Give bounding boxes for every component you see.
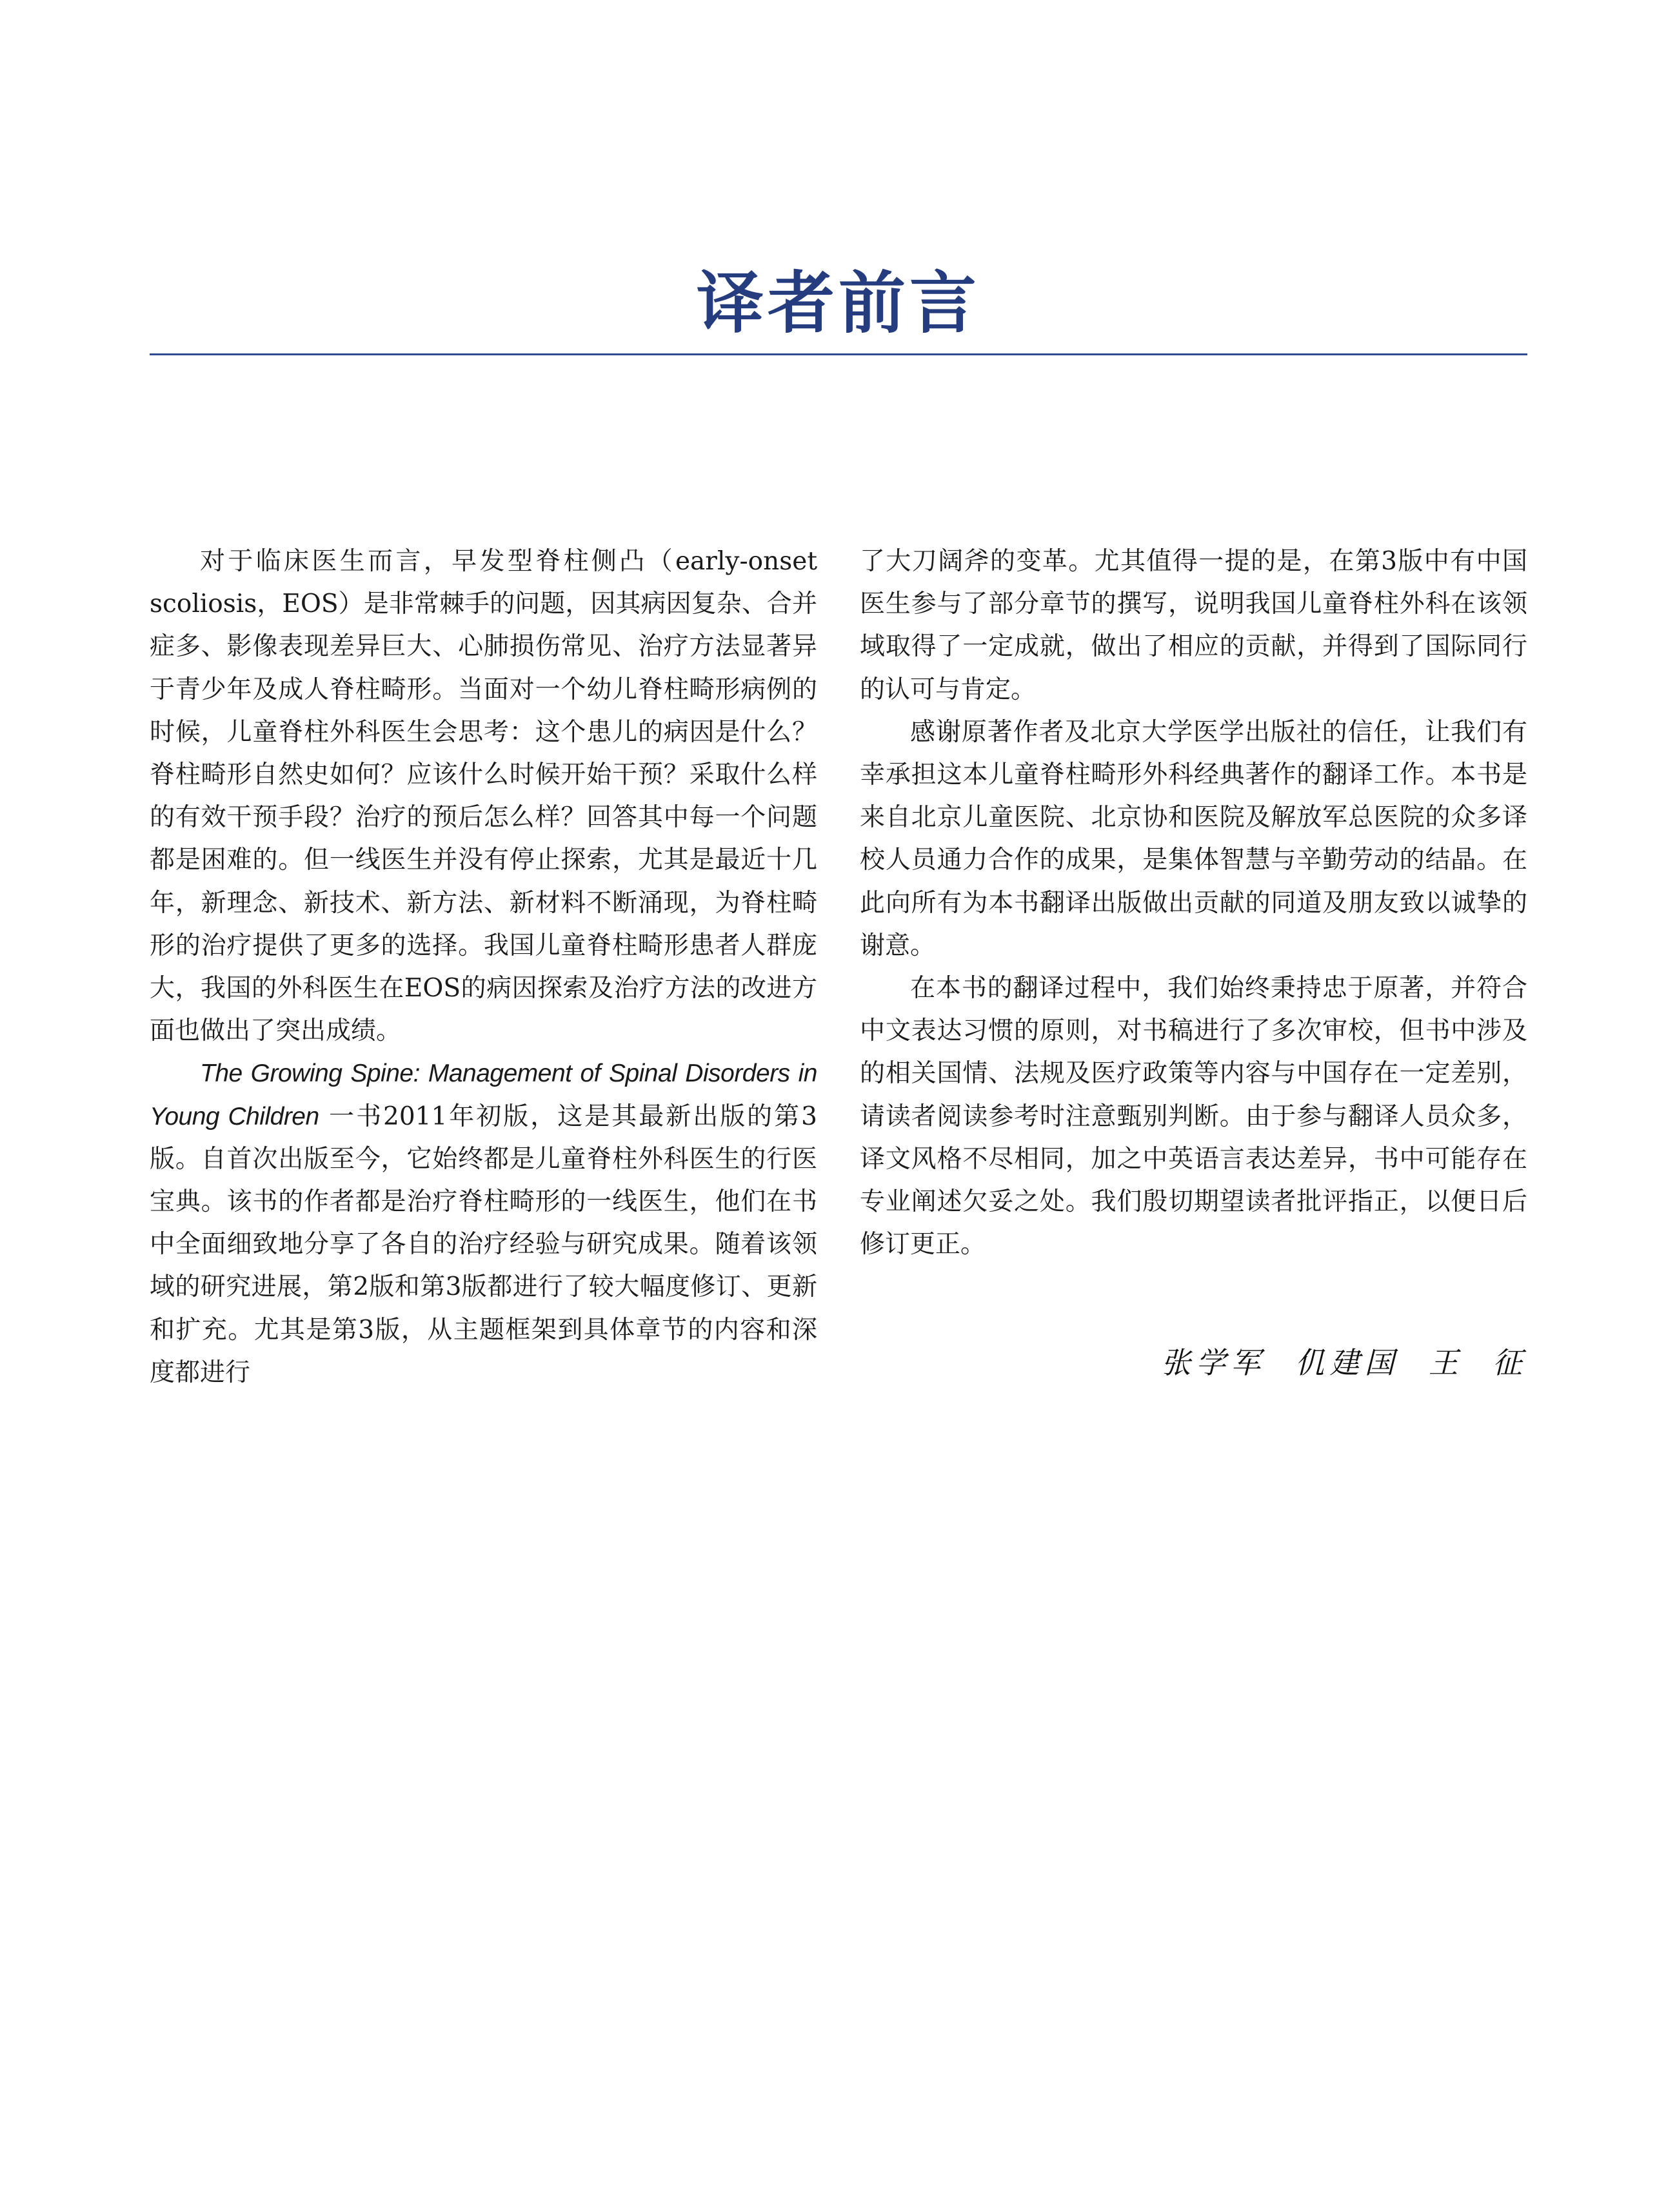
title-rule xyxy=(150,353,1527,355)
left-column xyxy=(150,540,817,1394)
paragraph-2-continued: 了大刀阔斧的变革。尤其值得一提的是，在第3版中有中国医生参与了部分章节的撰写，说明我国儿童脊柱外科在该领域取得了一定成就，做出了相应的贡献，并得到了国际同行的认可与肯定。 xyxy=(860,547,1527,704)
translator-signature: 张学军 仉建国 王 征 xyxy=(1161,1345,1527,1380)
page-title: 译者前言 xyxy=(696,263,980,342)
paragraph-3: 感谢原著作者及北京大学医学出版社的信任，让我们有幸承担这本儿童脊柱畸形外科经典著作的翻译工作。本书是来自北京儿童医院、北京协和医院及解放军总医院的众多译校人员通力合作的成果，是集体智慧与辛勤劳动的结晶。在此向所有为本书翻译出版做出贡献的同道及朋友致以诚挚的谢意。 xyxy=(860,717,1527,960)
paragraph-4: 在本书的翻译过程中，我们始终秉持忠于原著，并符合中文表达习惯的原则，对书稿进行了多次审校，但书中涉及的相关国情、法规及医疗政策等内容与中国存在一定差别，请读者阅读参考时注意甄别判断。由于参与翻译人员众多，译文风格不尽相同，加之中英语言表达差异，书中可能存在专业阐述欠妥之处。我们殷切期望读者批评指正，以便日后修订更正。 xyxy=(860,974,1527,1259)
paragraph-2 xyxy=(150,1052,817,1394)
right-column xyxy=(860,540,1527,1266)
paragraph-1: 对于临床医生而言，早发型脊柱侧凸（early-onset scoliosis，EOS）是非常棘手的问题，因其病因复杂、合并症多、影像表现差异巨大、心肺损伤常见、治疗方法显著异于青少年及成人脊柱畸形。当面对一个幼儿脊柱畸形病例的时候，儿童脊柱外科医生会思考：这个患儿的病因是什么？脊柱畸形自然史如何？应该什么时候开始干预？采取什么样的有效干预手段？治疗的预后怎么样？回答其中每一个问题都是困难的。但一线医生并没有停止探索，尤其是最近十几年，新理念、新技术、新方法、新材料不断涌现，为脊柱畸形的治疗提供了更多的选择。我国儿童脊柱畸形患者人群庞大，我国的外科医生在EOS的病因探索及治疗方法的改进方面也做出了突出成绩。 xyxy=(150,547,817,1046)
paragraph-2-text: 一书2011年初版，这是其最新出版的第3版。自首次出版至今，它始终都是儿童脊柱外科医生的行医宝典。该书的作者都是治疗脊柱畸形的一线医生，他们在书中全面细致地分享了各自的治疗经验与研究成果。随着该领域的研究进展，第2版和第3版都进行了较大幅度修订、更新和扩充。尤其是第3版，从主题框架到具体章节的内容和深度都进行 xyxy=(150,1101,817,1387)
book-title: The Growing Spine: Management of Spinal Disorders in Young Children xyxy=(150,1060,817,1131)
